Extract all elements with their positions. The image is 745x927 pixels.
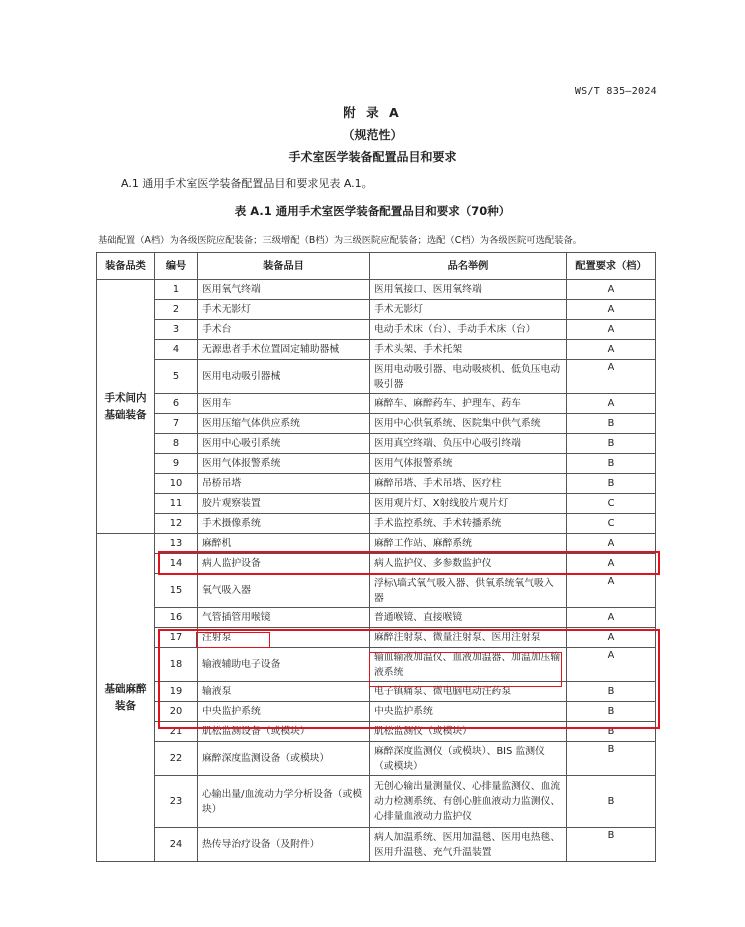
table-header-row: [97, 253, 656, 280]
row-number: 2: [155, 300, 198, 320]
item-example: 麻醉吊塔、手术吊塔、医疗柱: [370, 474, 567, 494]
item-name: 无源患者手术位置固定辅助器械: [198, 340, 370, 360]
item-example: 病人监护仪、多参数监护仪: [370, 554, 567, 574]
item-example: 医用氧接口、医用氧终端: [370, 280, 567, 300]
table-row: [97, 360, 656, 394]
table-row: [97, 514, 656, 534]
row-number: 15: [155, 574, 198, 608]
item-name: 医用气体报警系统: [198, 454, 370, 474]
item-level: A: [567, 648, 656, 682]
item-example: 手术头架、手术托架: [370, 340, 567, 360]
table-row: [97, 534, 656, 554]
item-level: C: [567, 494, 656, 514]
item-level: B: [567, 828, 656, 862]
item-example: 肌松监测仪（或模块）: [370, 722, 567, 742]
item-name: 气管插管用喉镜: [198, 608, 370, 628]
item-name: 麻醉机: [198, 534, 370, 554]
row-number: 23: [155, 776, 198, 828]
item-example: 电子镇痛泵、微电脑电动注药泵: [370, 682, 567, 702]
table-row: [97, 742, 656, 776]
item-level: B: [567, 414, 656, 434]
table-row: [97, 628, 656, 648]
item-level: B: [567, 474, 656, 494]
row-number: 18: [155, 648, 198, 682]
item-name: 手术台: [198, 320, 370, 340]
table-row: [97, 280, 656, 300]
table-row: [97, 474, 656, 494]
item-level: B: [567, 682, 656, 702]
row-number: 24: [155, 828, 198, 862]
item-example: 电动手术床（台）、手动手术床（台）: [370, 320, 567, 340]
category-cell: 基础麻醉装备: [97, 534, 155, 862]
item-name: 肌松监测设备（或模块）: [198, 722, 370, 742]
row-number: 11: [155, 494, 198, 514]
item-level: A: [567, 554, 656, 574]
item-name: 病人监护设备: [198, 554, 370, 574]
item-level: C: [567, 514, 656, 534]
table-row: [97, 776, 656, 828]
table-row: [97, 722, 656, 742]
row-number: 1: [155, 280, 198, 300]
row-number: 22: [155, 742, 198, 776]
item-level: A: [567, 360, 656, 394]
item-name: 胶片观察装置: [198, 494, 370, 514]
intro-paragraph: A.1 通用手术室医学装备配置品目和要求见表 A.1。: [121, 177, 373, 190]
table-row: [97, 394, 656, 414]
item-name: 热传导治疗设备（及附件）: [198, 828, 370, 862]
category-cell: 手术间内基础装备: [97, 280, 155, 534]
item-level: A: [567, 280, 656, 300]
appendix-title: 手术室医学装备配置品目和要求: [288, 150, 457, 164]
item-example: 无创心输出量测量仪、心排量监测仪、血流动力检测系统、有创心脏血液动力监测仪、心排量血液动力监护仪: [370, 776, 567, 828]
item-name: 手术摄像系统: [198, 514, 370, 534]
item-name: 麻醉深度监测设备（或模块）: [198, 742, 370, 776]
item-name: 心输出量/血流动力学分析设备（或模块）: [198, 776, 370, 828]
normative-label: （规范性）: [342, 128, 403, 142]
item-level: A: [567, 574, 656, 608]
row-number: 4: [155, 340, 198, 360]
header-item: 装备品目: [198, 253, 370, 280]
table-row: [97, 340, 656, 360]
header-category: 装备品类: [97, 253, 155, 280]
row-number: 19: [155, 682, 198, 702]
row-number: 3: [155, 320, 198, 340]
table-row: [97, 494, 656, 514]
item-example: 手术无影灯: [370, 300, 567, 320]
table-note: 基础配置（A档）为各级医院应配装备；三级增配（B档）为三级医院应配装备；选配（C档）为各级医院可选配装备。: [98, 235, 583, 246]
item-name: 医用中心吸引系统: [198, 434, 370, 454]
standard-code: WS/T 835—2024: [574, 86, 657, 97]
item-level: A: [567, 628, 656, 648]
item-name: 氧气吸入器: [198, 574, 370, 608]
table-row: [97, 682, 656, 702]
item-name: 输液辅助电子设备: [198, 648, 370, 682]
row-number: 13: [155, 534, 198, 554]
row-number: 21: [155, 722, 198, 742]
item-example: 病人加温系统、医用加温毯、医用电热毯、医用升温毯、充气升温装置: [370, 828, 567, 862]
row-number: 16: [155, 608, 198, 628]
row-number: 20: [155, 702, 198, 722]
table-row: [97, 702, 656, 722]
item-example: 浮标\墙式氧气吸入器、供氧系统氧气吸入器: [370, 574, 567, 608]
item-level: A: [567, 608, 656, 628]
item-level: B: [567, 776, 656, 828]
item-name: 医用车: [198, 394, 370, 414]
table-caption: 表 A.1 通用手术室医学装备配置品目和要求（70种）: [234, 204, 511, 218]
item-example: 普通喉镜、直接喉镜: [370, 608, 567, 628]
item-example: 麻醉工作站、麻醉系统: [370, 534, 567, 554]
header-level: 配置要求（档）: [567, 253, 656, 280]
header-number: 编号: [155, 253, 198, 280]
item-name: 医用氧气终端: [198, 280, 370, 300]
row-number: 10: [155, 474, 198, 494]
table-row: [97, 608, 656, 628]
table-row: [97, 574, 656, 608]
item-example: 麻醉注射泵、微量注射泵、医用注射泵: [370, 628, 567, 648]
item-name: 注射泵: [198, 628, 370, 648]
table-row: [97, 414, 656, 434]
table-row: [97, 648, 656, 682]
item-example: 麻醉深度监测仪（或模块）、BIS 监测仪（或模块）: [370, 742, 567, 776]
item-level: B: [567, 722, 656, 742]
table-row: [97, 828, 656, 862]
row-number: 9: [155, 454, 198, 474]
table-row: [97, 554, 656, 574]
item-level: B: [567, 702, 656, 722]
item-level: A: [567, 300, 656, 320]
header-example: 品名举例: [370, 253, 567, 280]
item-example: 医用观片灯、X射线胶片观片灯: [370, 494, 567, 514]
row-number: 14: [155, 554, 198, 574]
item-example: 医用气体报警系统: [370, 454, 567, 474]
item-example: 手术监控系统、手术转播系统: [370, 514, 567, 534]
table-row: [97, 300, 656, 320]
item-level: B: [567, 434, 656, 454]
row-number: 6: [155, 394, 198, 414]
row-number: 12: [155, 514, 198, 534]
equipment-table: [96, 252, 656, 862]
item-level: A: [567, 534, 656, 554]
item-level: B: [567, 454, 656, 474]
item-example: 中央监护系统: [370, 702, 567, 722]
item-example: 输血输液加温仪、血液加温器、加温加压输液系统: [370, 648, 567, 682]
item-name: 医用电动吸引器械: [198, 360, 370, 394]
row-number: 8: [155, 434, 198, 454]
item-name: 输液泵: [198, 682, 370, 702]
item-level: A: [567, 320, 656, 340]
row-number: 17: [155, 628, 198, 648]
item-name: 中央监护系统: [198, 702, 370, 722]
item-example: 医用真空终端、负压中心吸引终端: [370, 434, 567, 454]
row-number: 7: [155, 414, 198, 434]
row-number: 5: [155, 360, 198, 394]
item-name: 吊桥吊塔: [198, 474, 370, 494]
item-level: A: [567, 394, 656, 414]
item-level: A: [567, 340, 656, 360]
item-level: B: [567, 742, 656, 776]
item-example: 医用中心供氧系统、医院集中供气系统: [370, 414, 567, 434]
table-row: [97, 320, 656, 340]
item-example: 医用电动吸引器、电动吸痰机、低负压电动吸引器: [370, 360, 567, 394]
appendix-heading: 附 录 A: [343, 105, 402, 120]
item-example: 麻醉车、麻醉药车、护理车、药车: [370, 394, 567, 414]
table-row: [97, 454, 656, 474]
table-row: [97, 434, 656, 454]
item-name: 医用压缩气体供应系统: [198, 414, 370, 434]
item-name: 手术无影灯: [198, 300, 370, 320]
